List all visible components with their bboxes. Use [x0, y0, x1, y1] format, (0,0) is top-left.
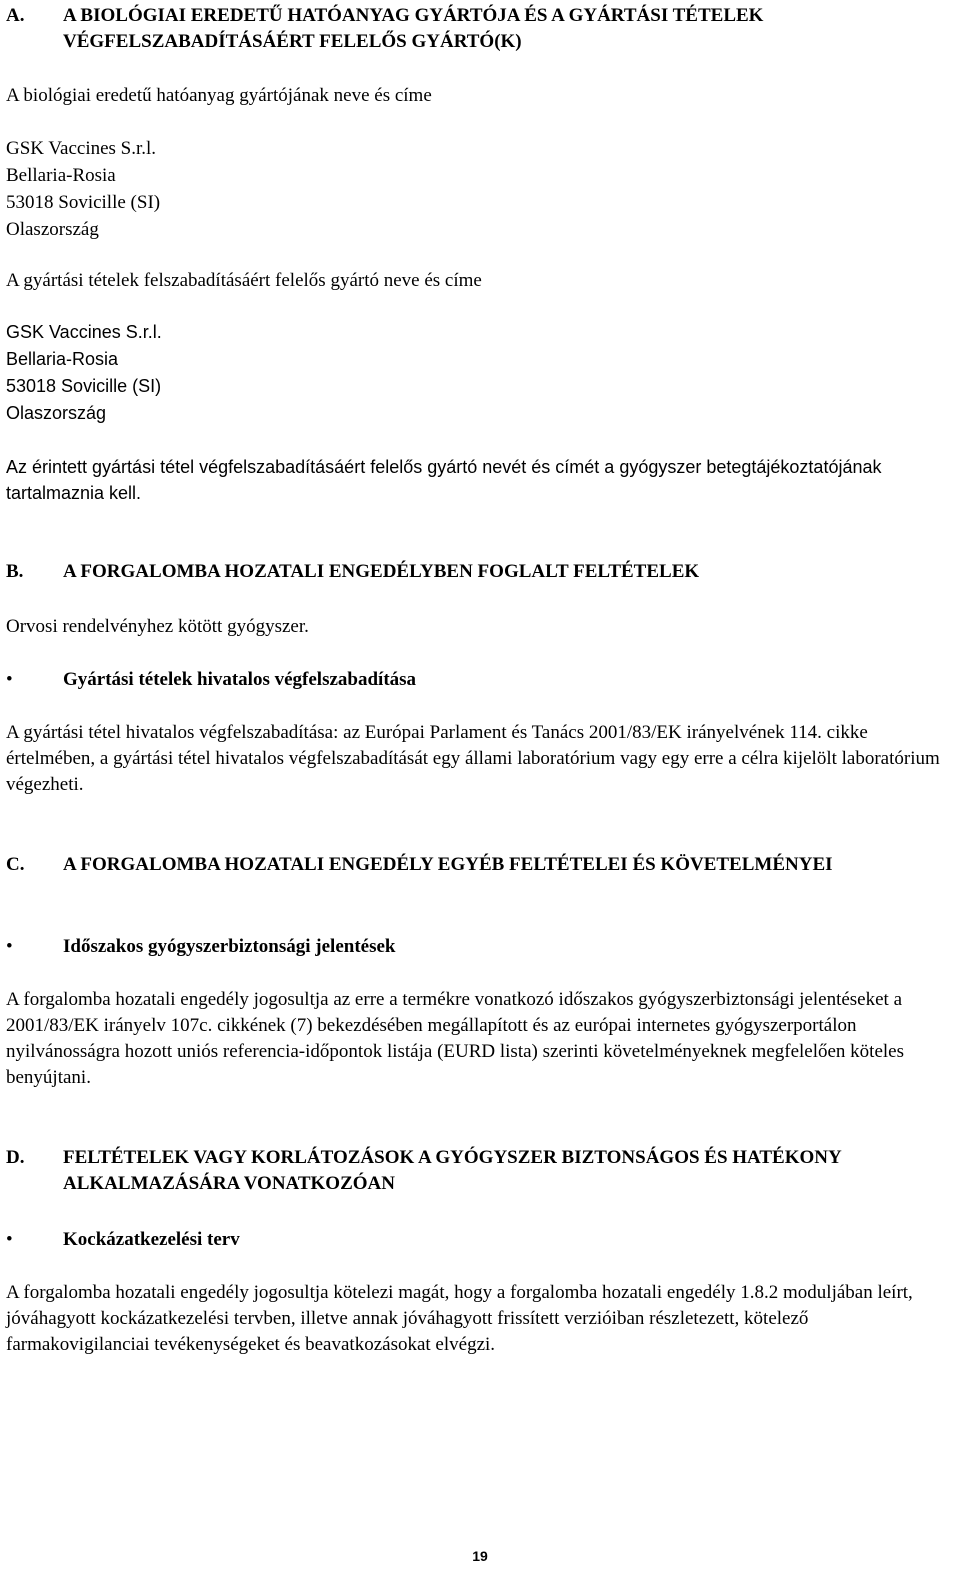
section-c-subheading: Időszakos gyógyszerbiztonsági jelentések [63, 936, 396, 957]
section-d-title: FELTÉTELEK VAGY KORLÁTOZÁSOK A GYÓGYSZER BIZTONSÁGOS ÉS HATÉKONY ALKALMAZÁSÁRA VONATKOZÓAN [63, 1147, 842, 1194]
bullet-icon: • [6, 669, 13, 690]
address-line: Bellaria-Rosia [6, 349, 119, 369]
bullet-icon: • [6, 936, 13, 957]
section-c-title: A FORGALOMBA HOZATALI ENGEDÉLY EGYÉB FELTÉTELEI ÉS KÖVETELMÉNYEI [63, 854, 833, 875]
section-b-bullet-item [6, 667, 954, 693]
section-b-paragraph: A gyártási tétel hivatalos végfelszabadítása: az Európai Parlament és Tanács 2001/83/EK irányelvének 114. cikke értelmében, a gyártási tétel hivatalos végfelszabadítását egy állami laboratórium vagy egy erre a célra kijelölt laboratórium végezheti. [6, 722, 940, 795]
section-c-bullet-item [6, 934, 954, 960]
section-a-title: A BIOLÓGIAI EREDETŰ HATÓANYAG GYÁRTÓJA ÉS A GYÁRTÁSI TÉTELEK VÉGFELSZABADÍTÁSÁÉRT FELELŐS GYÁRTÓ(K) [63, 5, 764, 52]
section-b-title: A FORGALOMBA HOZATALI ENGEDÉLYBEN FOGLALT FELTÉTELEK [63, 561, 700, 582]
address-line: GSK Vaccines S.r.l. [6, 138, 157, 159]
bio-manufacturer-label: A biológiai eredetű hatóanyag gyártójának neve és címe [6, 85, 432, 106]
section-d-paragraph: A forgalomba hozatali engedély jogosultja kötelezi magát, hogy a forgalomba hozatali engedély 1.8.2 moduljában leírt, jóváhagyott kockázatkezelési tervben, illetve annak jóváhagyott frissített verzióiban részletezett, kötelező farmakovigilanciai tevékenységeket és beavatkozásokat elvégzi. [6, 1282, 913, 1355]
address-line: Olaszország [6, 403, 107, 423]
section-b-heading [6, 559, 954, 585]
release-manufacturer-address [6, 319, 954, 427]
section-d-bullet-item [6, 1227, 954, 1253]
section-d-heading [6, 1145, 954, 1197]
bio-manufacturer-address [6, 135, 954, 243]
page-number: 19 [472, 1548, 488, 1564]
section-b-subheading: Gyártási tételek hivatalos végfelszabadítása [63, 669, 417, 690]
section-a-letter: A. [6, 5, 25, 26]
section-c-paragraph: A forgalomba hozatali engedély jogosultja az erre a termékre vonatkozó időszakos gyógyszerbiztonsági jelentéseket a 2001/83/EK irányelv 107c. cikkének (7) bekezdésében megállapított és az európai internetes gyógyszerportálon nyilvánosságra hozott uniós referencia-időpontok listája (EURD lista) szerinti követelményeknek megfelelően köteles benyújtani. [6, 989, 905, 1088]
section-b-letter: B. [6, 561, 24, 582]
address-line: 53018 Sovicille (SI) [6, 192, 161, 213]
package-leaflet-note: Az érintett gyártási tétel végfelszabadításáért felelős gyártó nevét és címét a gyógyszer betegtájékoztatójának tartalmaznia kell. [6, 457, 882, 503]
address-line: Bellaria-Rosia [6, 165, 116, 186]
section-a-heading [6, 3, 954, 55]
release-manufacturer-label: A gyártási tételek felszabadításáért felelős gyártó neve és címe [6, 270, 482, 291]
bullet-icon: • [6, 1229, 13, 1250]
document-page [6, 0, 954, 1580]
section-d-letter: D. [6, 1147, 25, 1168]
address-line: 53018 Sovicille (SI) [6, 376, 162, 396]
address-line: GSK Vaccines S.r.l. [6, 322, 162, 342]
prescription-status: Orvosi rendelvényhez kötött gyógyszer. [6, 616, 309, 637]
section-c-heading [6, 852, 954, 878]
address-line: Olaszország [6, 219, 99, 240]
section-d-subheading: Kockázatkezelési terv [63, 1229, 240, 1250]
section-c-letter: C. [6, 854, 25, 875]
